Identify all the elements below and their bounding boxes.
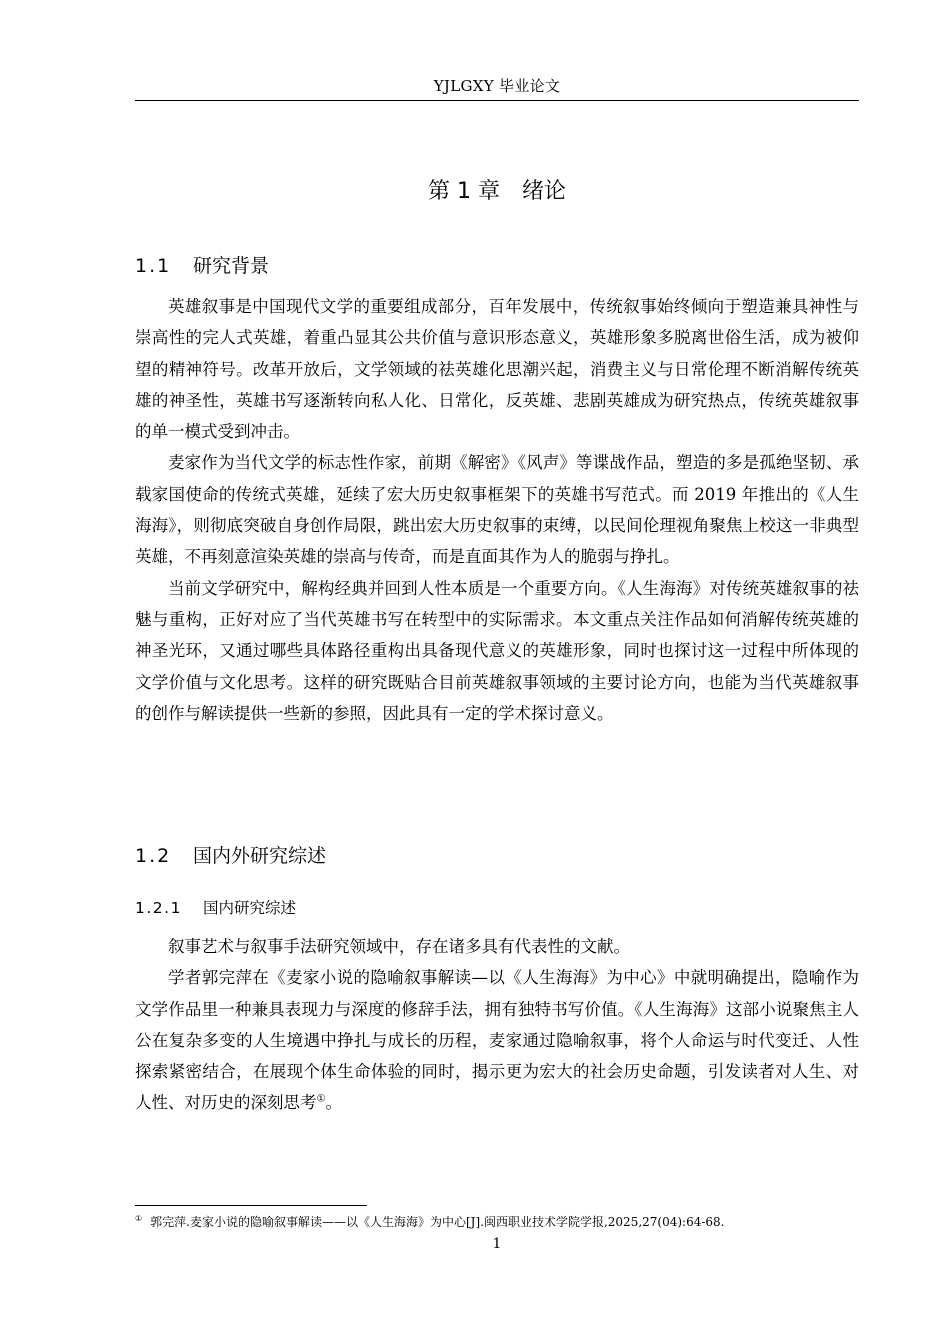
subsection-number: 1.2.1 [135, 899, 182, 917]
section-heading-1-2 [135, 842, 326, 870]
footnote-reference[interactable]: ① [316, 1093, 326, 1105]
chapter-title: 绪论 [521, 179, 566, 204]
section-1-1-body [135, 291, 859, 729]
section-title: 研究背景 [193, 255, 270, 277]
body-paragraph [135, 962, 859, 1118]
section-number: 1.2 [135, 845, 172, 867]
body-paragraph: 麦家作为当代文学的标志性作家，前期《解密》《风声》等谍战作品，塑造的多是孤绝坚韧、承载家国使命的传统式英雄，延续了宏大历史叙事框架下的英雄书写范式。而 2019 年推出的《人生海海》，则彻底突破自身创作局限，跳出宏大历史叙事的束缚，以民间伦理视角聚焦上校这一非典型英雄，不再刻意渲染英雄的崇高与传奇，而是直面其作为人的脆弱与挣扎。 [135, 453, 859, 567]
chapter-number: 第 1 章 [428, 179, 500, 204]
paragraph-text: 学者郭完萍在《麦家小说的隐喻叙事解读—以《人生海海》为中心》中就明确提出，隐喻作为文学作品里一种兼具表现力与深度的修辞手法，拥有独特书写价值。《人生海海》这部小说聚焦主人公在复杂多变的人生境遇中挣扎与成长的历程，麦家通过隐喻叙事，将个人命运与时代变迁、人性探索紧密结合，在展现个体生命体验的同时，揭示更为宏大的社会历史命题，引发读者对人生、对人性、对历史的深刻思考 [135, 968, 859, 1113]
section-heading-1-1 [135, 252, 269, 280]
subsection-1-2-1-body [135, 931, 859, 1119]
section-title: 国内外研究综述 [193, 845, 327, 867]
footnote-divider [135, 1205, 367, 1206]
page-header: YJLGXY 毕业论文 [433, 77, 561, 95]
footnote [135, 1214, 875, 1230]
footnote-number: ① [135, 1214, 143, 1223]
subsection-title: 国内研究综述 [203, 899, 297, 917]
footnote-text: 郭完萍.麦家小说的隐喻叙事解读——以《人生海海》为中心[J].闽西职业技术学院学报,2025,27(04):64-68. [150, 1215, 725, 1229]
section-number: 1.1 [135, 255, 172, 277]
subsection-heading-1-2-1 [135, 896, 296, 920]
page-number: 1 [492, 1236, 502, 1252]
body-paragraph: 当前文学研究中，解构经典并回到人性本质是一个重要方向。《人生海海》对传统英雄叙事的祛魅与重构，正好对应了当代英雄书写在转型中的实际需求。本文重点关注作品如何消解传统英雄的神圣光环，又通过哪些具体路径重构出具备现代意义的英雄形象，同时也探讨这一过程中所体现的文学价值与文化思考。这样的研究既贴合目前英雄叙事领域的主要讨论方向，也能为当代英雄叙事的创作与解读提供一些新的参照，因此具有一定的学术探讨意义。 [135, 578, 859, 723]
body-paragraph: 叙事艺术与叙事手法研究领域中，存在诸多具有代表性的文献。 [168, 937, 630, 956]
header-divider [135, 100, 859, 101]
body-paragraph: 英雄叙事是中国现代文学的重要组成部分，百年发展中，传统叙事始终倾向于塑造兼具神性与崇高性的完人式英雄，着重凸显其公共价值与意识形态意义，英雄形象多脱离世俗生活，成为被仰望的精神符号。改革开放后，文学领域的祛英雄化思潮兴起，消费主义与日常伦理不断消解传统英雄的神圣性，英雄书写逐渐转向私人化、日常化，反英雄、悲剧英雄成为研究热点，传统英雄叙事的单一模式受到冲击。 [135, 297, 859, 442]
chapter-heading [135, 176, 859, 208]
paragraph-end: 。 [325, 1093, 342, 1113]
